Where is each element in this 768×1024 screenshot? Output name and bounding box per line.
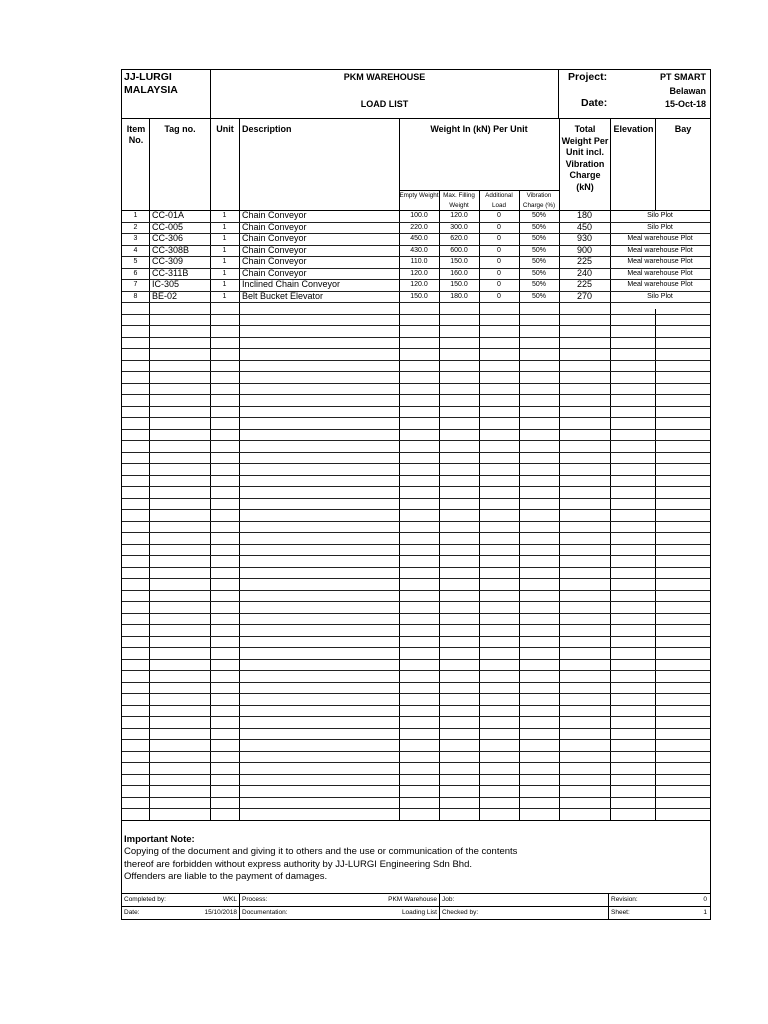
- cell-desc: Belt Bucket Elevator: [242, 291, 324, 301]
- cell-vib: 50%: [531, 258, 546, 265]
- cell-vib: 50%: [531, 212, 546, 219]
- important-note-line-1: Copying of the document and giving it to others and the use or communication of the contents: [124, 846, 518, 858]
- cell-unit: 1: [222, 212, 227, 219]
- footer-date-value: 15/10/2018: [204, 909, 237, 916]
- cell-total: 270: [576, 291, 593, 301]
- footer-sheet-label: Sheet:: [611, 909, 630, 916]
- footer-completed-value: WKL: [222, 896, 237, 903]
- cell-loc: Silo Plot: [647, 212, 673, 219]
- cell-item: 4: [133, 247, 138, 254]
- project-value-2: Belawan: [669, 86, 706, 96]
- cell-total: 180: [576, 210, 593, 220]
- cell-tag: CC-306: [152, 233, 184, 243]
- project-label: Project:: [568, 71, 608, 83]
- col-weight-group: Weight In (kN) Per Unit: [430, 124, 528, 134]
- cell-loc: Meal warehouse Plot: [627, 270, 693, 277]
- date-value: 15-Oct-18: [664, 99, 706, 109]
- cell-empty: 110.0: [410, 258, 428, 265]
- cell-tag: CC-309: [152, 256, 184, 266]
- cell-desc: Chain Conveyor: [242, 210, 307, 220]
- important-note: [124, 834, 517, 883]
- footer-date-label: Date:: [124, 909, 140, 916]
- col-elevation: Elevation: [613, 124, 654, 134]
- cell-unit: 1: [222, 224, 227, 231]
- cell-empty: 220.0: [410, 224, 428, 231]
- important-note-line-2: thereof are forbidden without express authority by JJ-LURGI Engineering Sdn Bhd.: [124, 858, 472, 870]
- cell-desc: Chain Conveyor: [242, 256, 307, 266]
- cell-total: 225: [576, 279, 593, 289]
- cell-max: 300.0: [450, 224, 468, 231]
- cell-total: 930: [576, 233, 593, 243]
- cell-desc: Chain Conveyor: [242, 245, 307, 255]
- col-total-weight: Total Weight Per Unit incl. Vibration Charge (kN): [561, 124, 609, 192]
- cell-item: 2: [133, 224, 138, 231]
- cell-loc: Meal warehouse Plot: [627, 258, 693, 265]
- col-additional-load: Additional Load: [485, 192, 513, 209]
- cell-vib: 50%: [531, 247, 546, 254]
- cell-empty: 120.0: [410, 281, 428, 288]
- cell-desc: Chain Conveyor: [242, 222, 307, 232]
- project-value-1: PT SMART: [660, 72, 706, 82]
- footer-documentation-label: Documentation:: [242, 909, 288, 916]
- cell-max: 600.0: [450, 247, 468, 254]
- cell-add: 0: [497, 281, 501, 288]
- company-line-1: JJ-LURGI: [124, 71, 172, 83]
- col-description: Description: [242, 124, 292, 134]
- cell-vib: 50%: [531, 293, 546, 300]
- cell-loc: Meal warehouse Plot: [627, 235, 693, 242]
- cell-item: 3: [133, 235, 138, 242]
- cell-add: 0: [497, 224, 501, 231]
- cell-unit: 1: [222, 293, 227, 300]
- cell-unit: 1: [222, 281, 227, 288]
- cell-unit: 1: [222, 235, 227, 242]
- col-vibration-charge: Vibration Charge (%): [522, 192, 556, 209]
- cell-max: 150.0: [450, 258, 468, 265]
- footer-process-label: Process:: [242, 896, 268, 903]
- cell-add: 0: [497, 293, 501, 300]
- document-title: PKM WAREHOUSE: [343, 72, 426, 82]
- col-item-no: Item No.: [126, 124, 146, 145]
- cell-tag: CC-308B: [152, 245, 190, 255]
- cell-item: 1: [133, 212, 138, 219]
- cell-desc: Chain Conveyor: [242, 233, 307, 243]
- cell-empty: 100.0: [410, 212, 428, 219]
- cell-desc: Inclined Chain Conveyor: [242, 279, 341, 289]
- col-unit: Unit: [216, 124, 234, 134]
- important-note-line-3: Offenders are liable to the payment of damages.: [124, 870, 328, 882]
- cell-item: 6: [133, 270, 138, 277]
- document-subtitle: LOAD LIST: [360, 99, 409, 109]
- cell-unit: 1: [222, 258, 227, 265]
- cell-total: 225: [576, 256, 593, 266]
- col-empty-weight: Empty Weight: [399, 192, 439, 199]
- cell-max: 620.0: [450, 235, 468, 242]
- footer-checked-label: Checked by:: [442, 909, 479, 916]
- col-tag-no: Tag no.: [164, 124, 196, 134]
- cell-vib: 50%: [531, 235, 546, 242]
- cell-max: 160.0: [450, 270, 468, 277]
- cell-desc: Chain Conveyor: [242, 268, 307, 278]
- cell-max: 120.0: [450, 212, 468, 219]
- cell-vib: 50%: [531, 281, 546, 288]
- company-line-2: MALAYSIA: [124, 84, 178, 96]
- cell-empty: 450.0: [410, 235, 428, 242]
- cell-loc: Silo Plot: [647, 224, 673, 231]
- cell-add: 0: [497, 235, 501, 242]
- footer-sheet-value: 1: [703, 909, 707, 916]
- cell-loc: Meal warehouse Plot: [627, 281, 693, 288]
- cell-add: 0: [497, 212, 501, 219]
- cell-item: 5: [133, 258, 138, 265]
- cell-empty: 430.0: [410, 247, 428, 254]
- cell-item: 8: [133, 293, 138, 300]
- footer-job-label: Job:: [442, 896, 455, 903]
- company-name: [124, 71, 178, 97]
- cell-vib: 50%: [531, 224, 546, 231]
- footer-completed-label: Completed by:: [124, 896, 166, 903]
- cell-total: 450: [576, 222, 593, 232]
- cell-tag: BE-02: [152, 291, 178, 301]
- cell-total: 240: [576, 268, 593, 278]
- cell-loc: Silo Plot: [647, 293, 673, 300]
- cell-tag: CC-005: [152, 222, 184, 232]
- cell-add: 0: [497, 270, 501, 277]
- footer-process-value: PKM Warehouse: [388, 896, 437, 903]
- cell-tag: CC-01A: [152, 210, 185, 220]
- cell-empty: 150.0: [410, 293, 428, 300]
- cell-add: 0: [497, 258, 501, 265]
- cell-max: 180.0: [450, 293, 468, 300]
- cell-loc: Meal warehouse Plot: [627, 247, 693, 254]
- cell-vib: 50%: [531, 270, 546, 277]
- important-note-title: Important Note:: [124, 834, 195, 845]
- cell-tag: IC-305: [152, 279, 180, 289]
- footer-revision-value: 0: [703, 896, 707, 903]
- footer-revision-label: Revision:: [611, 896, 638, 903]
- col-bay: Bay: [674, 124, 692, 134]
- cell-unit: 1: [222, 270, 227, 277]
- load-list-sheet: [121, 69, 711, 920]
- cell-empty: 120.0: [410, 270, 428, 277]
- footer-documentation-value: Loading List: [401, 909, 437, 916]
- cell-max: 150.0: [450, 281, 468, 288]
- col-max-filling: Max. Filling Weight: [443, 192, 475, 209]
- cell-add: 0: [497, 247, 501, 254]
- cell-tag: CC-311B: [152, 268, 189, 278]
- cell-item: 7: [133, 281, 138, 288]
- cell-unit: 1: [222, 247, 227, 254]
- cell-total: 900: [576, 245, 593, 255]
- date-label: Date:: [581, 97, 608, 109]
